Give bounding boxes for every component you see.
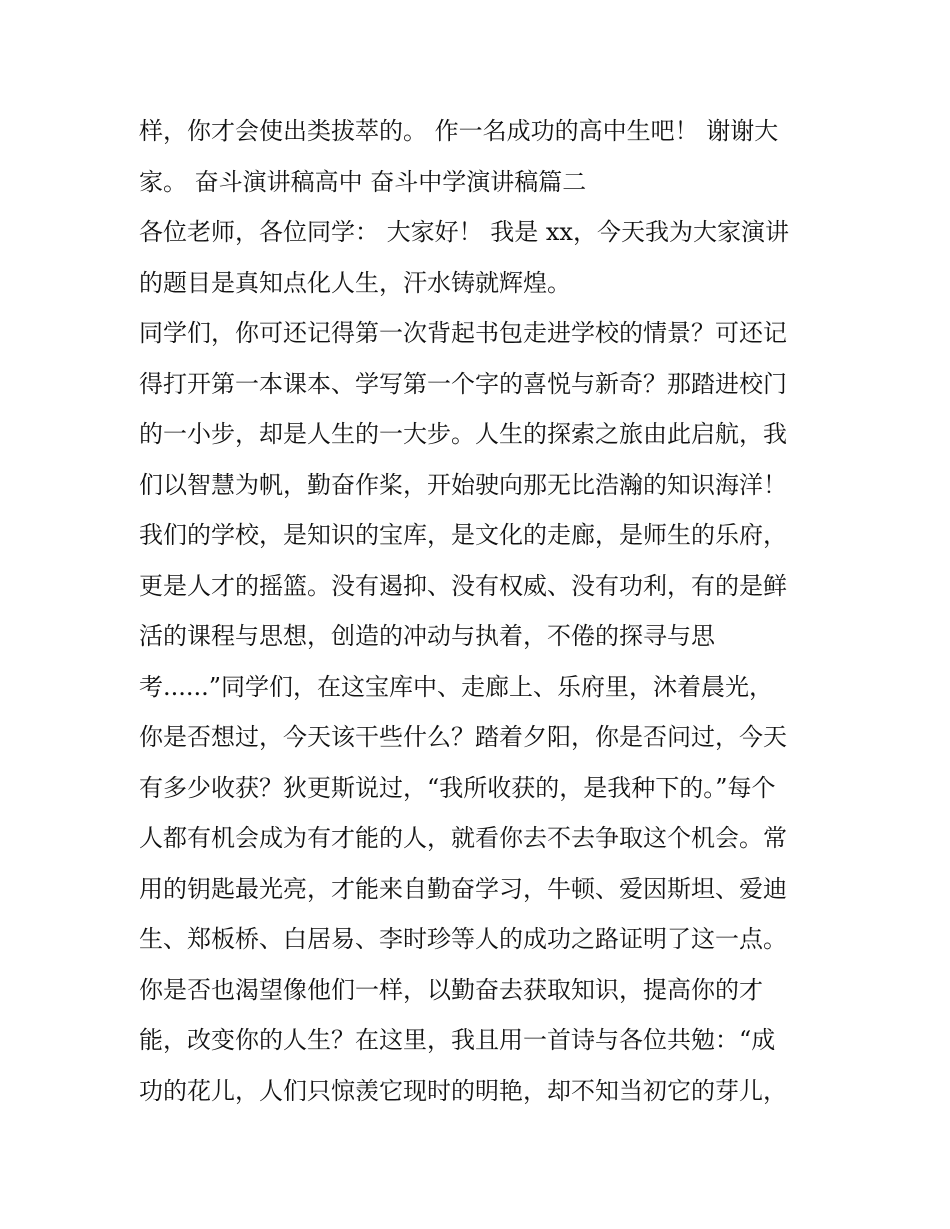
text-line: 我们的学校，是知识的宝库，是文化的走廊，是师生的乐府， — [139, 521, 787, 549]
text-line: 功的花儿，人们只惊羡它现时的明艳，却不知当初它的芽儿， — [139, 1076, 787, 1105]
text-line: 你是否也渴望像他们一样，以勤奋去获取知识，提高你的才 — [139, 975, 763, 1004]
text-line: 样，你才会使出类拔萃的。 作一名成功的高中生吧！ 谢谢大 — [139, 117, 779, 145]
text-line: 各位老师，各位同学： 大家好！ 我是 xx，今天我为大家演讲 — [139, 218, 789, 246]
text-line: 的一小步，却是人生的一大步。人生的探索之旅由此启航，我 — [139, 420, 787, 448]
text-line: 们以智慧为帆，勤奋作桨，开始驶向那无比浩瀚的知识海洋！ — [139, 470, 787, 499]
text-line: 活的课程与思想，创造的冲动与执着，不倦的探寻与思 — [139, 622, 715, 650]
body-text — [139, 106, 819, 1116]
text-line: 用的钥匙最光亮，才能来自勤奋学习，牛顿、爱因斯坦、爱迪 — [139, 874, 787, 903]
text-line: 考......”同学们，在这宝库中、走廊上、乐府里，沐着晨光， — [139, 672, 774, 701]
text-line: 家。 奋斗演讲稿高中 奋斗中学演讲稿篇二 — [139, 167, 587, 196]
text-line: 有多少收获？狄更斯说过，“我所收获的，是我种下的。”每个 — [139, 773, 776, 802]
text-line: 的题目是真知点化人生，汗水铸就辉煌。 — [139, 268, 571, 297]
text-line: 生、郑板桥、白居易、李时珍等人的成功之路证明了这一点。 — [139, 925, 787, 953]
text-line: 你是否想过，今天该干些什么？踏着夕阳，你是否问过，今天 — [139, 723, 787, 751]
text-line: 人都有机会成为有才能的人，就看你去不去争取这个机会。常 — [139, 824, 787, 852]
text-line: 同学们，你可还记得第一次背起书包走进学校的情景？可还记 — [139, 319, 787, 347]
text-line: 能，改变你的人生？在这里，我且用一首诗与各位共勉：“成 — [139, 1026, 776, 1054]
text-line: 得打开第一本课本、学写第一个字的喜悦与新奇？那踏进校门 — [139, 369, 787, 398]
text-line: 更是人才的摇篮。没有遏抑、没有权威、没有功利，有的是鲜 — [139, 571, 787, 600]
